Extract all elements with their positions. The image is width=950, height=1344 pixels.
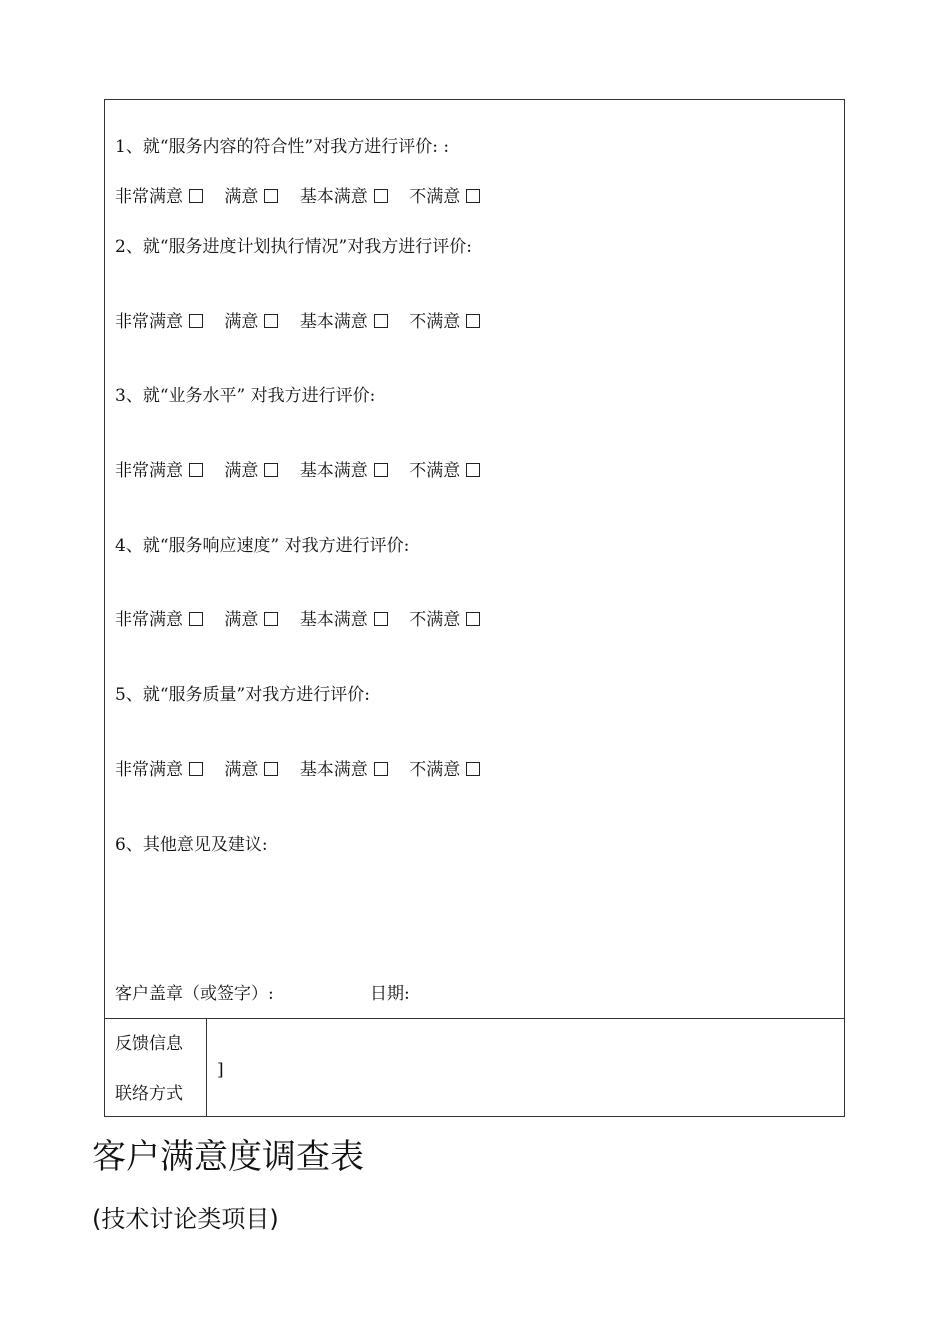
checkbox-icon[interactable] xyxy=(466,762,480,776)
rating-row-1 xyxy=(115,187,496,207)
question-2: 2、就“服务进度计划执行情况”对我方进行评价: xyxy=(115,237,472,257)
option-not-satisfied[interactable]: 不满意 xyxy=(409,187,480,207)
checkbox-icon[interactable] xyxy=(189,189,203,203)
question-5: 5、就“服务质量”对我方进行评价: xyxy=(115,685,370,705)
rating-row-4 xyxy=(115,610,496,630)
document-title: 客户满意度调查表 xyxy=(92,1137,364,1177)
checkbox-icon[interactable] xyxy=(264,189,278,203)
option-basically-satisfied[interactable]: 基本满意 xyxy=(300,312,388,332)
checkbox-icon[interactable] xyxy=(264,463,278,477)
option-basically-satisfied[interactable]: 基本满意 xyxy=(300,461,388,481)
rating-row-5 xyxy=(115,760,496,780)
option-very-satisfied[interactable]: 非常满意 xyxy=(115,610,203,630)
option-satisfied[interactable]: 满意 xyxy=(224,610,278,630)
option-not-satisfied[interactable]: 不满意 xyxy=(409,312,480,332)
checkbox-icon[interactable] xyxy=(189,463,203,477)
survey-table xyxy=(104,99,845,1117)
checkbox-icon[interactable] xyxy=(466,189,480,203)
checkbox-icon[interactable] xyxy=(189,612,203,626)
option-very-satisfied[interactable]: 非常满意 xyxy=(115,760,203,780)
checkbox-icon[interactable] xyxy=(264,612,278,626)
feedback-value[interactable]: ] xyxy=(217,1060,224,1080)
suggestion-label: 6、其他意见及建议: xyxy=(115,835,268,855)
rating-row-3 xyxy=(115,461,496,481)
question-3: 3、就“业务水平” 对我方进行评价: xyxy=(115,386,376,406)
option-not-satisfied[interactable]: 不满意 xyxy=(409,461,480,481)
option-very-satisfied[interactable]: 非常满意 xyxy=(115,187,203,207)
date-label: 日期: xyxy=(370,984,410,1004)
checkbox-icon[interactable] xyxy=(374,463,388,477)
survey-questions-cell xyxy=(105,100,844,1019)
checkbox-icon[interactable] xyxy=(189,762,203,776)
option-basically-satisfied[interactable]: 基本满意 xyxy=(300,187,388,207)
feedback-info-label: 反馈信息 xyxy=(115,1034,183,1054)
question-1: 1、就“服务内容的符合性”对我方进行评价: : xyxy=(115,137,450,157)
option-basically-satisfied[interactable]: 基本满意 xyxy=(300,610,388,630)
checkbox-icon[interactable] xyxy=(374,314,388,328)
signature-label: 客户盖章（或签字）: xyxy=(115,984,274,1004)
rating-row-2 xyxy=(115,312,496,332)
checkbox-icon[interactable] xyxy=(466,612,480,626)
checkbox-icon[interactable] xyxy=(374,189,388,203)
contact-method-label: 联络方式 xyxy=(115,1084,183,1104)
checkbox-icon[interactable] xyxy=(374,762,388,776)
option-very-satisfied[interactable]: 非常满意 xyxy=(115,461,203,481)
checkbox-icon[interactable] xyxy=(374,612,388,626)
option-satisfied[interactable]: 满意 xyxy=(224,461,278,481)
option-not-satisfied[interactable]: 不满意 xyxy=(409,610,480,630)
document-subtitle: (技术讨论类项目) xyxy=(92,1205,279,1233)
checkbox-icon[interactable] xyxy=(466,463,480,477)
option-satisfied[interactable]: 满意 xyxy=(224,760,278,780)
option-very-satisfied[interactable]: 非常满意 xyxy=(115,312,203,332)
option-satisfied[interactable]: 满意 xyxy=(224,312,278,332)
checkbox-icon[interactable] xyxy=(189,314,203,328)
option-satisfied[interactable]: 满意 xyxy=(224,187,278,207)
checkbox-icon[interactable] xyxy=(466,314,480,328)
question-4: 4、就“服务响应速度” 对我方进行评价: xyxy=(115,536,410,556)
option-not-satisfied[interactable]: 不满意 xyxy=(409,760,480,780)
checkbox-icon[interactable] xyxy=(264,314,278,328)
checkbox-icon[interactable] xyxy=(264,762,278,776)
option-basically-satisfied[interactable]: 基本满意 xyxy=(300,760,388,780)
feedback-label-cell xyxy=(105,1018,207,1117)
